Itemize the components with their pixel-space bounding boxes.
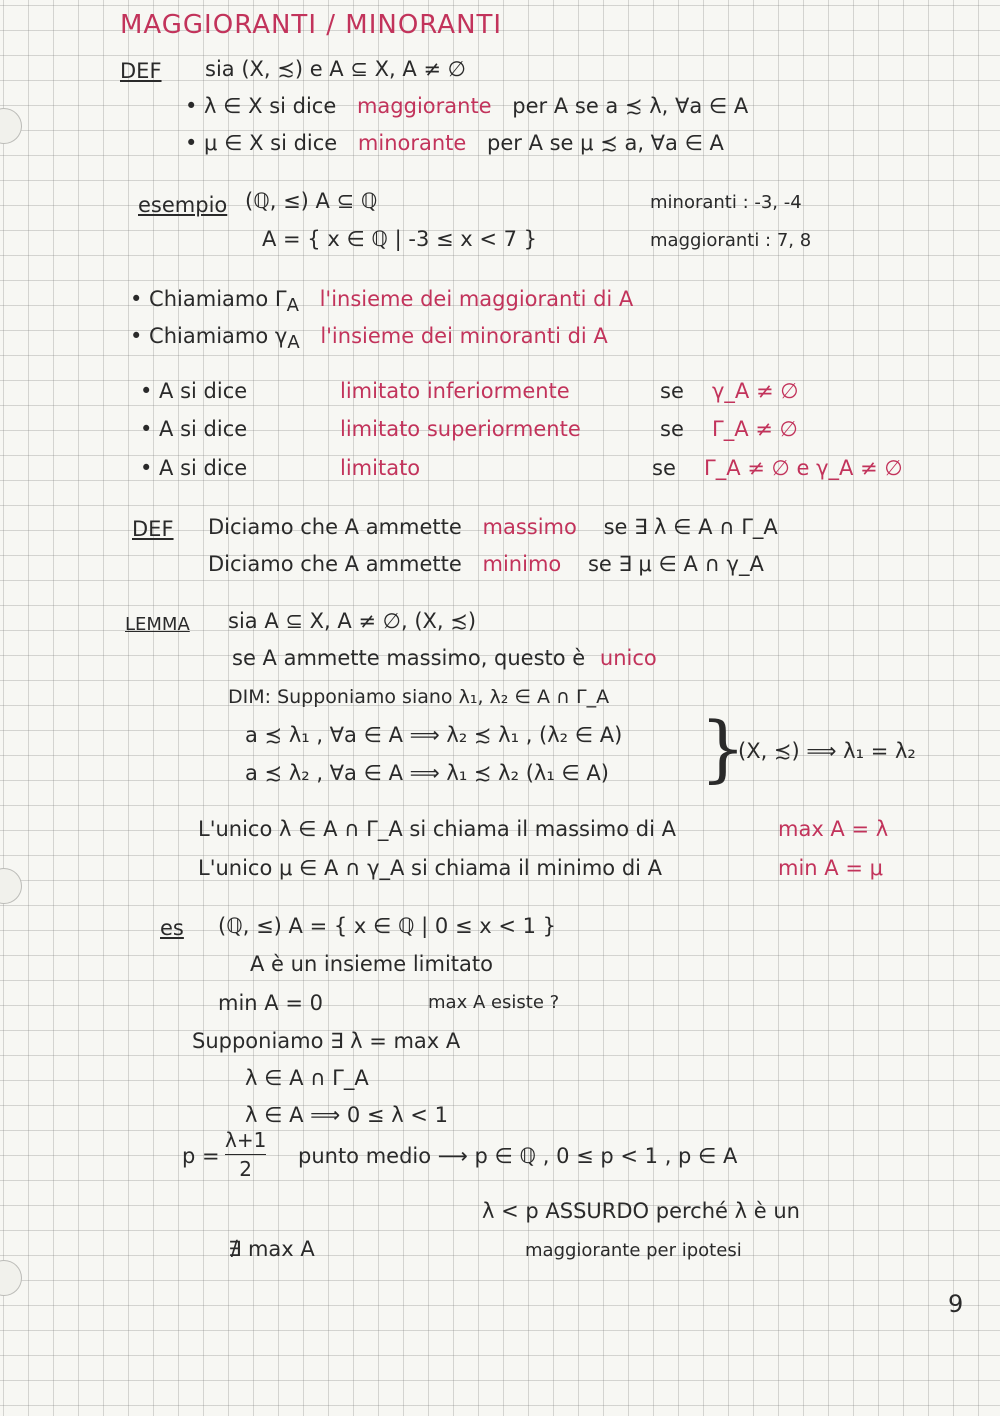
fraction-bar <box>225 1154 266 1155</box>
lemma-claim-pre: se A ammette massimo, questo è <box>232 646 586 670</box>
gamma-subscript: A <box>286 295 299 317</box>
dim-line-2: a ≾ λ₂ , ∀a ∈ A ⟹ λ₁ ≾ λ₂ (λ₁ ∈ A) <box>245 761 609 785</box>
term-unico: unico <box>599 646 657 670</box>
punch-hole <box>0 108 22 144</box>
esempio-set-def: (ℚ, ≤) A ⊆ ℚ <box>245 189 378 213</box>
es-label: es <box>160 916 184 940</box>
limitato-cond: Γ_A ≠ ∅ e γ_A ≠ ∅ <box>704 456 903 480</box>
max-definition: L'unico λ ∈ A ∩ Γ_A si chiama il massimo di A <box>198 817 676 841</box>
chiamiamo-pre: • Chiamiamo Γ <box>130 287 287 311</box>
limitato-inf-cond: γ_A ≠ ∅ <box>712 379 799 403</box>
def-minorante-pre: • μ ∈ X si dice <box>185 131 338 155</box>
term-massimo: massimo <box>482 515 577 539</box>
es-lambda-range: λ ∈ A ⟹ 0 ≤ λ < 1 <box>245 1103 448 1127</box>
term-maggiorante: maggiorante <box>356 94 492 118</box>
limitato-term: limitato <box>340 456 421 480</box>
assurdo-reason: maggiorante per ipotesi <box>525 1240 742 1261</box>
limitato-sup-pre: • A si dice <box>140 417 248 441</box>
chiamiamo-maggioranti <box>130 286 633 319</box>
def-maggiorante-line <box>185 93 748 119</box>
page-number: 9 <box>948 1290 964 1318</box>
p-fraction <box>225 1128 266 1181</box>
esempio-set-a: A = { x ∈ ℚ | -3 ≤ x < 7 } <box>262 227 538 251</box>
def-label: DEF <box>132 517 174 541</box>
dim-intro: DIM: Supponiamo siano λ₁, λ₂ ∈ A ∩ Γ_A <box>228 686 610 708</box>
def-minorante-line <box>185 130 724 156</box>
limitato-inf-pre: • A si dice <box>140 379 248 403</box>
fraction-numerator: λ+1 <box>225 1128 267 1152</box>
no-max: ∄ max A <box>228 1237 315 1261</box>
p-midpoint: punto medio ⟶ p ∈ ℚ , 0 ≤ p < 1 , p ∈ A <box>298 1144 738 1168</box>
esempio-minoranti: minoranti : -3, -4 <box>650 192 802 213</box>
page-title: MAGGIORANTI / MINORANTI <box>120 10 503 40</box>
es-set-def: (ℚ, ≤) A = { x ∈ ℚ | 0 ≤ x < 1 } <box>218 914 556 938</box>
dim-conclusion: (X, ≾) ⟹ λ₁ = λ₂ <box>738 739 916 763</box>
chiamiamo-term: l'insieme dei minoranti di A <box>320 324 608 348</box>
def-statement: sia (X, ≾) e A ⊆ X, A ≠ ∅ <box>205 57 466 81</box>
lemma-label: LEMMA <box>125 614 190 635</box>
min-equation: min A = μ <box>778 856 883 880</box>
esempio-label: esempio <box>138 193 228 217</box>
def-massimo-pre: Diciamo che A ammette <box>208 515 462 539</box>
es-min: min A = 0 <box>218 991 323 1015</box>
assurdo-line: λ < p ASSURDO perché λ è un <box>482 1199 800 1223</box>
dim-line-1: a ≾ λ₁ , ∀a ∈ A ⟹ λ₂ ≾ λ₁ , (λ₂ ∈ A) <box>245 723 623 747</box>
def-minimo-line <box>208 551 764 577</box>
chiamiamo-term: l'insieme dei maggioranti di A <box>319 287 634 311</box>
lemma-statement: sia A ⊆ X, A ≠ ∅, (X, ≾) <box>228 609 477 633</box>
esempio-maggioranti: maggioranti : 7, 8 <box>650 230 812 251</box>
def-minorante-post: per A se μ ≾ a, ∀a ∈ A <box>487 131 724 155</box>
fraction-denominator: 2 <box>239 1157 253 1181</box>
chiamiamo-minoranti <box>130 323 608 356</box>
def-minimo-pre: Diciamo che A ammette <box>208 552 462 576</box>
limitato-sup-term: limitato superiormente <box>340 417 581 441</box>
def-maggiorante-post: per A se a ≾ λ, ∀a ∈ A <box>512 94 749 118</box>
es-lambda-in: λ ∈ A ∩ Γ_A <box>245 1066 369 1090</box>
min-definition: L'unico μ ∈ A ∩ γ_A si chiama il minimo di A <box>198 856 663 880</box>
limitato-inf-term: limitato inferiormente <box>340 379 570 403</box>
term-minorante: minorante <box>357 131 467 155</box>
def-massimo-post: se ∃ λ ∈ A ∩ Γ_A <box>603 515 778 539</box>
lemma-claim <box>232 645 657 671</box>
punch-hole <box>0 1260 22 1296</box>
limitato-sup-cond: Γ_A ≠ ∅ <box>712 417 798 441</box>
gamma-subscript: A <box>287 332 300 354</box>
chiamiamo-pre: • Chiamiamo γ <box>130 324 288 348</box>
def-maggiorante-pre: • λ ∈ X si dice <box>185 94 337 118</box>
max-equation: max A = λ <box>778 817 889 841</box>
es-max-question: max A esiste ? <box>428 992 560 1013</box>
limitato-pre: • A si dice <box>140 456 248 480</box>
limitato-se: se <box>652 456 676 480</box>
right-brace: } <box>700 706 746 790</box>
term-minimo: minimo <box>482 552 562 576</box>
limitato-inf-se: se <box>660 379 684 403</box>
punch-hole <box>0 868 22 904</box>
p-lhs: p = <box>182 1144 220 1168</box>
es-limitato: A è un insieme limitato <box>250 952 493 976</box>
limitato-sup-se: se <box>660 417 684 441</box>
es-supponiamo: Supponiamo ∃ λ = max A <box>192 1029 461 1053</box>
def-massimo-line <box>208 514 778 540</box>
def-label: DEF <box>120 59 162 83</box>
def-minimo-post: se ∃ μ ∈ A ∩ γ_A <box>587 552 764 576</box>
